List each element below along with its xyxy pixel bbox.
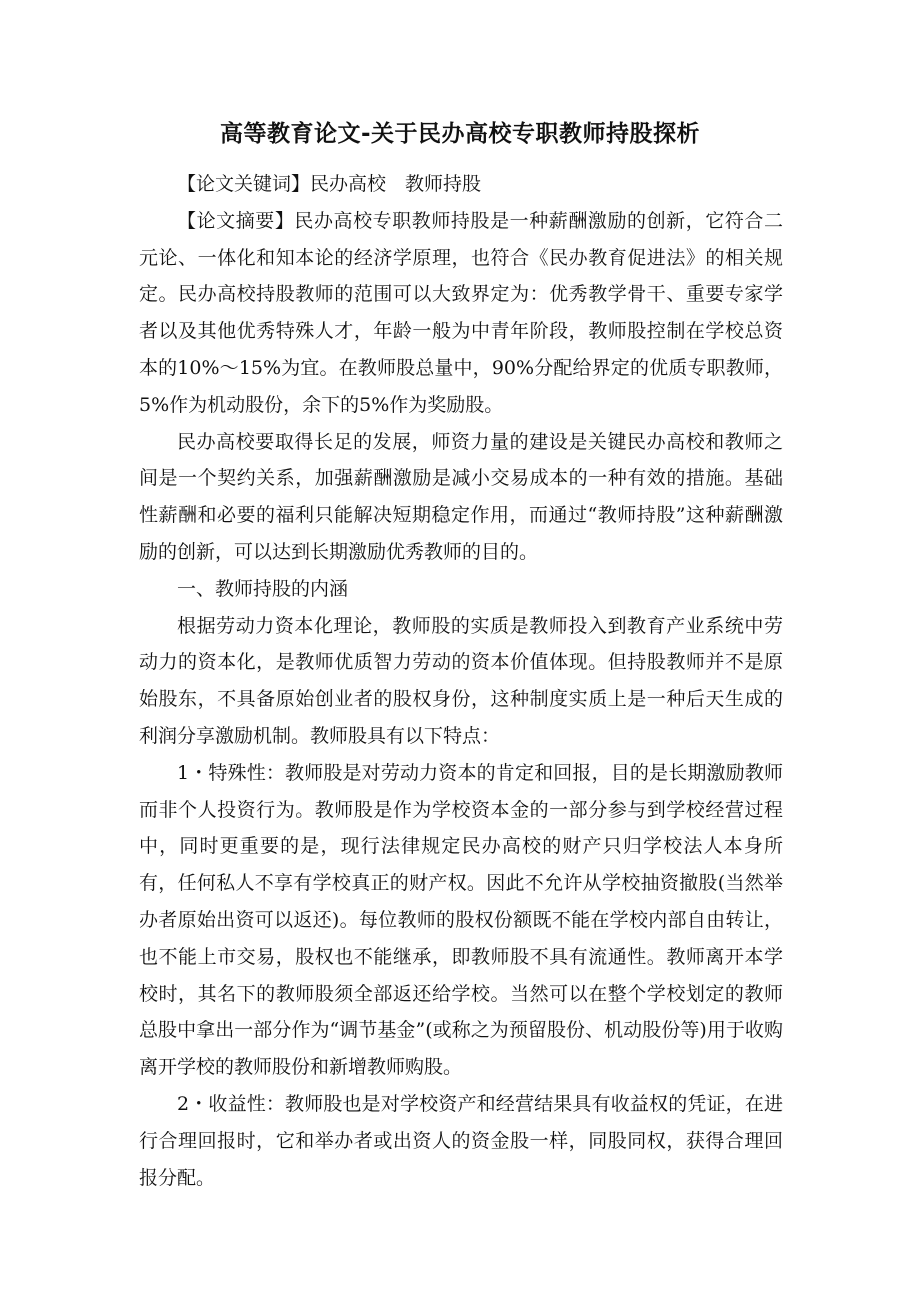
- abstract-paragraph: [139, 203, 783, 424]
- document-title: 高等教育论文-关于民办高校专职教师持股探析: [219, 121, 701, 147]
- section1-heading: 一、教师持股的内涵: [177, 577, 349, 600]
- document-body: [139, 166, 783, 1196]
- point1-paragraph: 1・特殊性：教师股是对劳动力资本的肯定和回报，目的是长期激励教师而非个人投资行为。教师股是作为学校资本金的一部分参与到学校经营过程中，同时更重要的是，现行法律规定民办高校的财产只归学校法人本身所有，任何私人不享有学校真正的财产权。因此不允许从学校抽资撤股(当然举办者原始出资可以返还)。每位教师的股权份额既不能在学校内部自由转让，也不能上市交易，股权也不能继承，即教师股不具有流通性。教师离开本学校时，其名下的教师股须全部返还给学校。当然可以在整个学校划定的教师总股中拿出一部分作为“调节基金”(或称之为预留股份、机动股份等)用于收购离开学校的教师股份和新增教师购股。: [139, 761, 783, 1079]
- intro-paragraph: 民办高校要取得长足的发展，师资力量的建设是关键民办高校和教师之间是一个契约关系，加强薪酬激励是减小交易成本的一种有效的措施。基础性薪酬和必要的福利只能解决短期稳定作用，而通过“教师持股”这种薪酬激励的创新，可以达到长期激励优秀教师的目的。: [139, 430, 783, 563]
- keywords-text: 民办高校 教师持股: [310, 173, 482, 195]
- section1-paragraph: 根据劳动力资本化理论，教师股的实质是教师投入到教育产业系统中劳动力的资本化，是教师优质智力劳动的资本价值体现。但持股教师并不是原始股东，不具备原始创业者的股权身份，这种制度实质上是一种后天生成的利润分享激励机制。教师股具有以下特点：: [139, 614, 783, 747]
- keywords-label: 【论文关键词】: [177, 173, 311, 195]
- point2-paragraph: 2・收益性：教师股也是对学校资产和经营结果具有收益权的凭证，在进行合理回报时，它和举办者或出资人的资金股一样，同股同权，获得合理回报分配。: [139, 1092, 783, 1189]
- abstract-text: 民办高校专职教师持股是一种薪酬激励的创新，它符合二元论、一体化和知本论的经济学原理，也符合《民办教育促进法》的相关规定。民办高校持股教师的范围可以大致界定为：优秀教学骨干、重要专家学者以及其他优秀特殊人才，年龄一般为中青年阶段，教师股控制在学校总资本的10%～15%为宜。在教师股总量中，90%分配给界定的优质专职教师，5%作为机动股份，余下的5%作为奖励股。: [139, 209, 783, 416]
- keywords-paragraph: [139, 166, 783, 203]
- abstract-label: 【论文摘要】: [177, 209, 295, 232]
